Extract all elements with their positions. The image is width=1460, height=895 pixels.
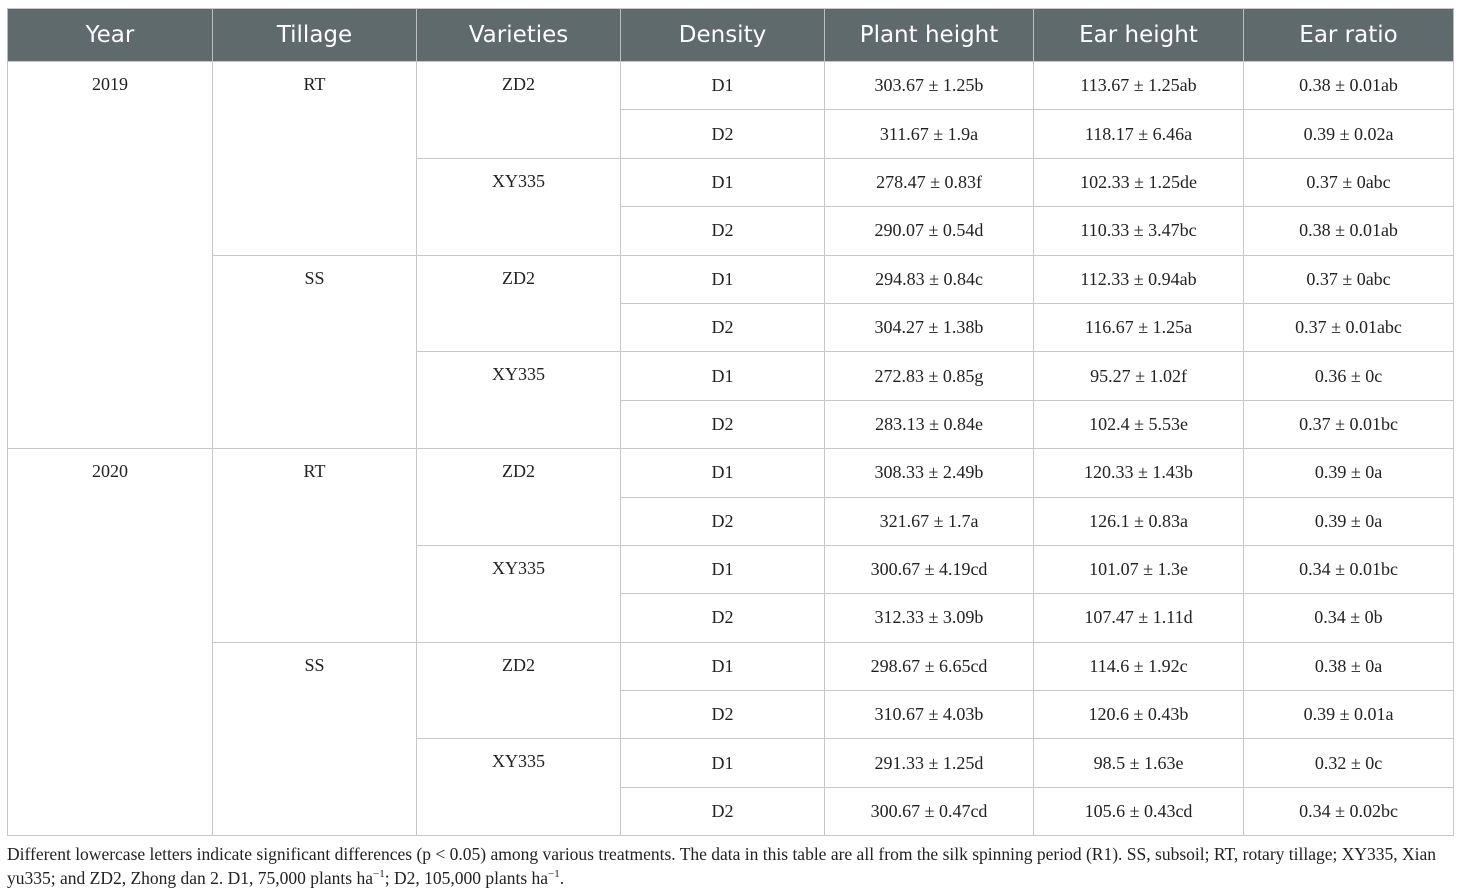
- header-tillage: Tillage: [213, 9, 417, 62]
- cell-density: D1: [621, 545, 825, 593]
- cell-variety: XY335: [417, 545, 621, 642]
- cell-ear-height: 114.6 ± 1.92c: [1034, 642, 1244, 690]
- cell-ear-height: 116.67 ± 1.25a: [1034, 303, 1244, 351]
- cell-density: D1: [621, 642, 825, 690]
- cell-density: D2: [621, 497, 825, 545]
- cell-variety: ZD2: [417, 62, 621, 159]
- header-ear-ratio: Ear ratio: [1244, 9, 1454, 62]
- cell-density: D1: [621, 255, 825, 303]
- cell-ear-height: 102.4 ± 5.53e: [1034, 400, 1244, 448]
- cell-variety: XY335: [417, 352, 621, 449]
- cell-density: D1: [621, 62, 825, 110]
- cell-plant-height: 283.13 ± 0.84e: [825, 400, 1034, 448]
- footnote-sup-2: −1: [548, 868, 560, 881]
- cell-ear-ratio: 0.38 ± 0.01ab: [1244, 207, 1454, 255]
- cell-plant-height: 290.07 ± 0.54d: [825, 207, 1034, 255]
- table-row: [8, 449, 1454, 497]
- footnote-sup-1: −1: [373, 868, 385, 881]
- cell-plant-height: 303.67 ± 1.25b: [825, 62, 1034, 110]
- cell-plant-height: 310.67 ± 4.03b: [825, 691, 1034, 739]
- data-table: [7, 8, 1454, 836]
- cell-year: 2019: [8, 62, 213, 449]
- header-varieties: Varieties: [417, 9, 621, 62]
- cell-ear-ratio: 0.34 ± 0b: [1244, 594, 1454, 642]
- cell-ear-ratio: 0.37 ± 0.01abc: [1244, 303, 1454, 351]
- cell-ear-height: 107.47 ± 1.11d: [1034, 594, 1244, 642]
- cell-ear-ratio: 0.38 ± 0.01ab: [1244, 62, 1454, 110]
- cell-ear-ratio: 0.39 ± 0.01a: [1244, 691, 1454, 739]
- cell-density: D2: [621, 400, 825, 448]
- cell-plant-height: 278.47 ± 0.83f: [825, 158, 1034, 206]
- table-body: [8, 62, 1454, 836]
- cell-ear-height: 120.6 ± 0.43b: [1034, 691, 1244, 739]
- cell-density: D2: [621, 594, 825, 642]
- header-row: [8, 9, 1454, 62]
- footnote-mid: ; D2, 105,000 plants ha: [384, 868, 549, 888]
- table-row: [8, 255, 1454, 303]
- cell-variety: ZD2: [417, 255, 621, 352]
- cell-variety: ZD2: [417, 449, 621, 546]
- cell-ear-ratio: 0.39 ± 0a: [1244, 497, 1454, 545]
- cell-plant-height: 308.33 ± 2.49b: [825, 449, 1034, 497]
- cell-ear-height: 112.33 ± 0.94ab: [1034, 255, 1244, 303]
- cell-plant-height: 312.33 ± 3.09b: [825, 594, 1034, 642]
- cell-ear-ratio: 0.37 ± 0abc: [1244, 255, 1454, 303]
- footnote-text: Different lowercase letters indicate significant differences (p < 0.05) among various treatments. The data in this table are all from the silk spinning period (R1). SS, subsoil; RT, rotary tillage; XY335, Xian yu335; and ZD2, Zhong dan 2. D1, 75,000 plants ha: [7, 844, 1437, 888]
- cell-ear-height: 105.6 ± 0.43cd: [1034, 787, 1244, 835]
- cell-ear-height: 126.1 ± 0.83a: [1034, 497, 1244, 545]
- cell-plant-height: 291.33 ± 1.25d: [825, 739, 1034, 787]
- cell-year: 2020: [8, 449, 213, 836]
- cell-ear-height: 98.5 ± 1.63e: [1034, 739, 1244, 787]
- cell-density: D1: [621, 449, 825, 497]
- cell-ear-ratio: 0.38 ± 0a: [1244, 642, 1454, 690]
- cell-plant-height: 298.67 ± 6.65cd: [825, 642, 1034, 690]
- cell-tillage: RT: [213, 62, 417, 256]
- cell-ear-ratio: 0.37 ± 0.01bc: [1244, 400, 1454, 448]
- cell-density: D2: [621, 303, 825, 351]
- cell-density: D2: [621, 787, 825, 835]
- cell-plant-height: 294.83 ± 0.84c: [825, 255, 1034, 303]
- cell-density: D1: [621, 739, 825, 787]
- header-ear-height: Ear height: [1034, 9, 1244, 62]
- header-plant-height: Plant height: [825, 9, 1034, 62]
- table-footnote: [7, 842, 1457, 890]
- cell-ear-ratio: 0.32 ± 0c: [1244, 739, 1454, 787]
- cell-ear-height: 118.17 ± 6.46a: [1034, 110, 1244, 158]
- cell-ear-height: 120.33 ± 1.43b: [1034, 449, 1244, 497]
- cell-tillage: SS: [213, 642, 417, 836]
- cell-density: D2: [621, 207, 825, 255]
- cell-ear-height: 113.67 ± 1.25ab: [1034, 62, 1244, 110]
- cell-tillage: RT: [213, 449, 417, 643]
- cell-density: D1: [621, 352, 825, 400]
- table-container: [7, 8, 1453, 836]
- cell-plant-height: 300.67 ± 4.19cd: [825, 545, 1034, 593]
- cell-plant-height: 272.83 ± 0.85g: [825, 352, 1034, 400]
- cell-ear-height: 110.33 ± 3.47bc: [1034, 207, 1244, 255]
- cell-ear-ratio: 0.34 ± 0.01bc: [1244, 545, 1454, 593]
- cell-density: D2: [621, 691, 825, 739]
- cell-variety: XY335: [417, 739, 621, 836]
- cell-ear-ratio: 0.34 ± 0.02bc: [1244, 787, 1454, 835]
- cell-tillage: SS: [213, 255, 417, 449]
- table-row: [8, 642, 1454, 690]
- cell-ear-height: 102.33 ± 1.25de: [1034, 158, 1244, 206]
- cell-ear-height: 101.07 ± 1.3e: [1034, 545, 1244, 593]
- cell-plant-height: 311.67 ± 1.9a: [825, 110, 1034, 158]
- cell-plant-height: 304.27 ± 1.38b: [825, 303, 1034, 351]
- footnote-end: .: [559, 868, 565, 888]
- cell-ear-ratio: 0.37 ± 0abc: [1244, 158, 1454, 206]
- header-year: Year: [8, 9, 213, 62]
- cell-plant-height: 300.67 ± 0.47cd: [825, 787, 1034, 835]
- cell-density: D1: [621, 158, 825, 206]
- cell-density: D2: [621, 110, 825, 158]
- cell-variety: ZD2: [417, 642, 621, 739]
- cell-variety: XY335: [417, 158, 621, 255]
- header-density: Density: [621, 9, 825, 62]
- cell-ear-ratio: 0.36 ± 0c: [1244, 352, 1454, 400]
- cell-ear-ratio: 0.39 ± 0.02a: [1244, 110, 1454, 158]
- cell-plant-height: 321.67 ± 1.7a: [825, 497, 1034, 545]
- cell-ear-height: 95.27 ± 1.02f: [1034, 352, 1244, 400]
- table-row: [8, 62, 1454, 110]
- cell-ear-ratio: 0.39 ± 0a: [1244, 449, 1454, 497]
